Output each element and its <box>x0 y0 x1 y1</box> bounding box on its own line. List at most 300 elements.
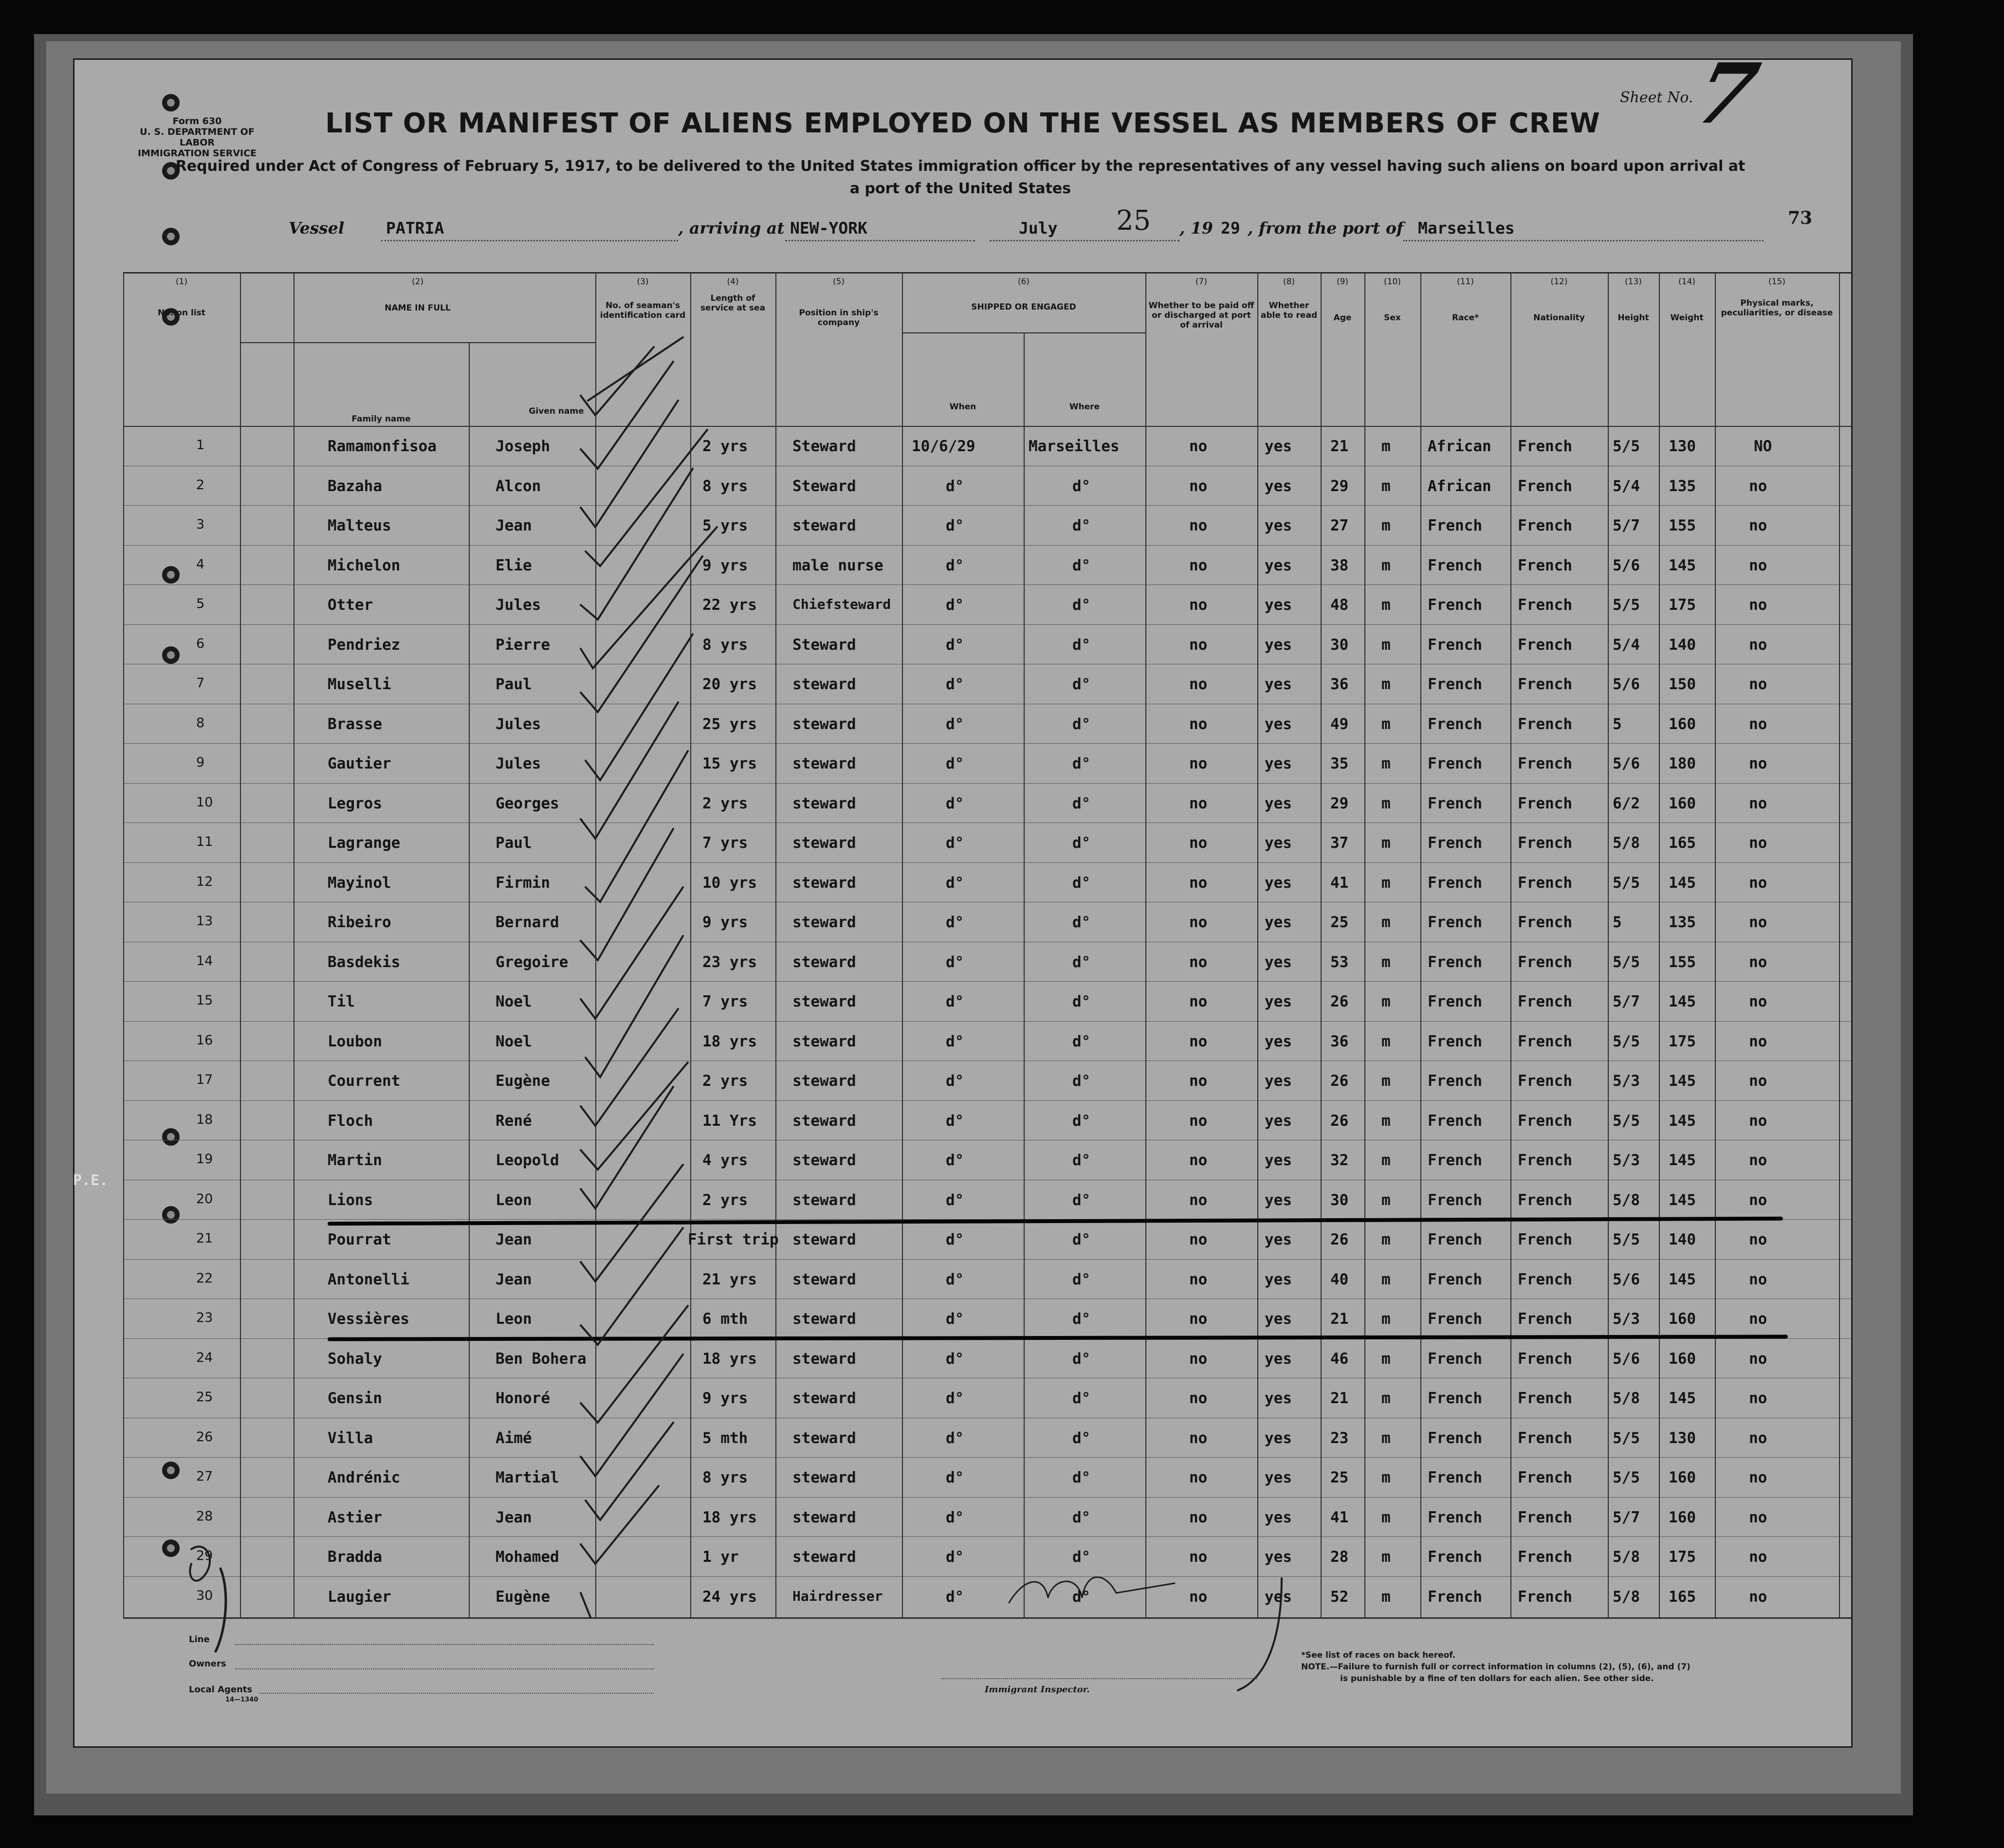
cell-nat: French <box>1518 1588 1572 1606</box>
cell-when: d° <box>946 1588 964 1606</box>
cell-given: René <box>496 1112 532 1130</box>
cell-race: African <box>1428 477 1491 495</box>
cell-no: 21 <box>196 1231 213 1246</box>
cell-read: yes <box>1265 596 1292 614</box>
cell-height: 5/7 <box>1613 993 1640 1010</box>
cell-given: Elie <box>496 556 532 574</box>
cell-weight: 160 <box>1669 1350 1696 1368</box>
cell-no: 6 <box>196 636 205 651</box>
cell-when: d° <box>946 1390 964 1407</box>
cell-paid: no <box>1189 715 1208 733</box>
cell-height: 5/3 <box>1613 1152 1640 1169</box>
cell-age: 25 <box>1330 914 1349 931</box>
cell-marks: no <box>1749 596 1767 614</box>
cell-no: 18 <box>196 1112 213 1127</box>
column-header: NAME IN FULL <box>385 303 451 313</box>
cell-family: Antonelli <box>328 1270 409 1288</box>
cell-read: yes <box>1265 834 1292 852</box>
cell-no: 29 <box>196 1548 213 1563</box>
cell-paid: no <box>1189 1429 1208 1447</box>
cell-service: 22 yrs <box>702 596 757 614</box>
cell-family: Malteus <box>328 517 391 534</box>
arriving-label: , arriving at <box>678 219 785 238</box>
cell-where: d° <box>1072 1390 1091 1407</box>
manifest-sheet <box>73 45 1853 1748</box>
cell-position: steward <box>792 1548 856 1566</box>
cell-service: 1 yr <box>702 1548 739 1566</box>
cell-paid: no <box>1189 914 1208 931</box>
cell-when: d° <box>946 1350 964 1368</box>
cell-position: steward <box>792 755 856 772</box>
cell-weight: 165 <box>1669 834 1696 852</box>
cell-race: French <box>1428 834 1482 852</box>
cell-where: d° <box>1072 1429 1091 1447</box>
cell-no: 9 <box>196 755 205 770</box>
cell-nat: French <box>1518 1152 1572 1169</box>
cell-position: steward <box>792 993 856 1010</box>
cell-when: d° <box>946 1429 964 1447</box>
cell-where: d° <box>1072 676 1091 693</box>
cell-where: d° <box>1072 1032 1091 1050</box>
cell-race: French <box>1428 794 1482 812</box>
cell-service: 8 yrs <box>702 1469 748 1486</box>
cell-no: 2 <box>196 477 205 493</box>
cell-race: French <box>1428 636 1482 654</box>
cell-sex: m <box>1381 755 1391 772</box>
year-label: , 19 <box>1179 219 1213 238</box>
cell-weight: 145 <box>1669 1152 1696 1169</box>
vessel-label: Vessel <box>289 219 345 238</box>
cell-position: Steward <box>792 438 856 455</box>
cell-read: yes <box>1265 1429 1292 1447</box>
cell-height: 5/4 <box>1613 636 1640 654</box>
when-header: When <box>949 402 976 412</box>
page-number: 73 <box>1788 208 1813 228</box>
cell-where: d° <box>1072 1191 1091 1209</box>
cell-no: 20 <box>196 1191 213 1207</box>
cell-paid: no <box>1189 556 1208 574</box>
cell-race: French <box>1428 1588 1482 1606</box>
cell-sex: m <box>1381 1231 1391 1248</box>
cell-marks: no <box>1749 1548 1767 1566</box>
cell-marks: no <box>1749 556 1767 574</box>
cell-no: 23 <box>196 1310 213 1325</box>
cell-family: Mayinol <box>328 874 391 892</box>
cell-where: d° <box>1072 715 1091 733</box>
cell-age: 30 <box>1330 1191 1349 1209</box>
cell-family: Otter <box>328 596 373 614</box>
cell-race: French <box>1428 1350 1482 1368</box>
cell-where: d° <box>1072 1231 1091 1248</box>
cell-height: 5/3 <box>1613 1072 1640 1090</box>
cell-sex: m <box>1381 1191 1391 1209</box>
cell-nat: French <box>1518 834 1572 852</box>
cell-when: d° <box>946 1469 964 1486</box>
cell-family: Bradda <box>328 1548 382 1566</box>
cell-paid: no <box>1189 1270 1208 1288</box>
cell-paid: no <box>1189 1191 1208 1209</box>
cell-race: African <box>1428 438 1491 455</box>
column-header: Position in ship's company <box>799 308 879 328</box>
cell-position: steward <box>792 1508 856 1526</box>
cell-position: steward <box>792 517 856 534</box>
cell-no: 5 <box>196 596 205 611</box>
cell-weight: 145 <box>1669 1112 1696 1130</box>
cell-marks: no <box>1749 517 1767 534</box>
cell-marks: no <box>1749 874 1767 892</box>
cell-height: 5/8 <box>1613 1548 1640 1566</box>
cell-given: Leon <box>496 1310 532 1328</box>
cell-height: 5/4 <box>1613 477 1640 495</box>
cell-when: d° <box>946 834 964 852</box>
cell-nat: French <box>1518 914 1572 931</box>
cell-race: French <box>1428 1469 1482 1486</box>
cell-family: Astier <box>328 1508 382 1526</box>
cell-read: yes <box>1265 438 1292 455</box>
cell-race: French <box>1428 1072 1482 1090</box>
cell-read: yes <box>1265 715 1292 733</box>
cell-no: 10 <box>196 794 213 810</box>
cell-read: yes <box>1265 953 1292 971</box>
cell-read: yes <box>1265 1191 1292 1209</box>
cell-race: French <box>1428 517 1482 534</box>
cell-read: yes <box>1265 1152 1292 1169</box>
cell-age: 29 <box>1330 794 1349 812</box>
given-name-header: Given name <box>529 406 584 416</box>
cell-marks: no <box>1749 953 1767 971</box>
cell-height: 5/5 <box>1613 438 1640 455</box>
cell-paid: no <box>1189 1231 1208 1248</box>
cell-when: d° <box>946 477 964 495</box>
cell-no: 24 <box>196 1350 213 1365</box>
cell-paid: no <box>1189 477 1208 495</box>
cell-read: yes <box>1265 1390 1292 1407</box>
column-number: (11) <box>1457 277 1474 287</box>
cell-given: Ben Bohera <box>496 1350 587 1368</box>
cell-given: Martial <box>496 1469 559 1486</box>
cell-family: Floch <box>328 1112 373 1130</box>
from-label: , from the port of <box>1248 219 1404 238</box>
cell-height: 5 <box>1613 715 1622 733</box>
cell-service: 7 yrs <box>702 993 748 1010</box>
cell-read: yes <box>1265 1112 1292 1130</box>
cell-service: 4 yrs <box>702 1152 748 1169</box>
cell-race: French <box>1428 874 1482 892</box>
cell-where: d° <box>1072 1310 1091 1328</box>
cell-paid: no <box>1189 794 1208 812</box>
cell-nat: French <box>1518 676 1572 693</box>
cell-service: 15 yrs <box>702 755 757 772</box>
cell-given: Jean <box>496 1270 532 1288</box>
cell-no: 11 <box>196 834 213 849</box>
cell-service: 8 yrs <box>702 636 748 654</box>
cell-where: d° <box>1072 834 1091 852</box>
cell-age: 26 <box>1330 1072 1349 1090</box>
cell-where: d° <box>1072 1469 1091 1486</box>
cell-height: 5/3 <box>1613 1310 1640 1328</box>
cell-height: 5/5 <box>1613 596 1640 614</box>
cell-age: 30 <box>1330 636 1349 654</box>
cell-sex: m <box>1381 1072 1391 1090</box>
column-number: (4) <box>727 277 739 287</box>
note-fine-2: is punishable by a fine of ten dollars for each alien. See other side. <box>1340 1674 1654 1683</box>
cell-position: Hairdresser <box>792 1588 883 1604</box>
cell-service: 2 yrs <box>702 1072 748 1090</box>
cell-age: 52 <box>1330 1588 1349 1606</box>
cell-marks: no <box>1749 914 1767 931</box>
cell-height: 5/5 <box>1613 953 1640 971</box>
cell-weight: 155 <box>1669 517 1696 534</box>
line-label: Line <box>189 1634 210 1645</box>
cell-nat: French <box>1518 556 1572 574</box>
cell-race: French <box>1428 1112 1482 1130</box>
cell-where: d° <box>1072 993 1091 1010</box>
cell-read: yes <box>1265 1072 1292 1090</box>
cell-when: d° <box>946 556 964 574</box>
cell-read: yes <box>1265 1508 1292 1526</box>
cell-where: d° <box>1072 556 1091 574</box>
column-header: Nationality <box>1533 313 1585 323</box>
cell-position: steward <box>792 953 856 971</box>
cell-given: Leon <box>496 1191 532 1209</box>
cell-age: 49 <box>1330 715 1349 733</box>
column-number: (10) <box>1384 277 1401 287</box>
cell-weight: 145 <box>1669 874 1696 892</box>
cell-marks: no <box>1749 794 1767 812</box>
cell-family: Sohaly <box>328 1350 382 1368</box>
cell-race: French <box>1428 1429 1482 1447</box>
cell-where: d° <box>1072 953 1091 971</box>
cell-height: 5/8 <box>1613 1191 1640 1209</box>
cell-service: 21 yrs <box>702 1270 757 1288</box>
cell-nat: French <box>1518 1231 1572 1248</box>
cell-sex: m <box>1381 438 1391 455</box>
cell-marks: no <box>1749 1390 1767 1407</box>
cell-paid: no <box>1189 834 1208 852</box>
cell-given: Joseph <box>496 438 550 455</box>
cell-where: d° <box>1072 636 1091 654</box>
cell-height: 5/5 <box>1613 874 1640 892</box>
cell-read: yes <box>1265 794 1292 812</box>
cell-weight: 135 <box>1669 477 1696 495</box>
column-number: (15) <box>1768 277 1785 287</box>
cell-height: 5/5 <box>1613 1032 1640 1050</box>
cell-given: Paul <box>496 834 532 852</box>
cell-given: Honoré <box>496 1390 550 1407</box>
check-marks <box>74 60 1851 1746</box>
cell-position: steward <box>792 676 856 693</box>
cell-race: French <box>1428 914 1482 931</box>
cell-where: d° <box>1072 1508 1091 1526</box>
column-number: (3) <box>637 277 649 287</box>
cell-age: 36 <box>1330 1032 1349 1050</box>
cell-family: Pourrat <box>328 1231 391 1248</box>
cell-given: Jules <box>496 715 541 733</box>
cell-when: d° <box>946 1191 964 1209</box>
cell-read: yes <box>1265 517 1292 534</box>
cell-paid: no <box>1189 517 1208 534</box>
cell-paid: no <box>1189 1032 1208 1050</box>
cell-family: Courrent <box>328 1072 401 1090</box>
cell-sex: m <box>1381 477 1391 495</box>
cell-race: French <box>1428 1152 1482 1169</box>
cell-race: French <box>1428 1310 1482 1328</box>
cell-age: 36 <box>1330 676 1349 693</box>
cell-where: d° <box>1072 1152 1091 1169</box>
cell-age: 21 <box>1330 1390 1349 1407</box>
cell-height: 5/6 <box>1613 1350 1640 1368</box>
cell-marks: no <box>1749 1191 1767 1209</box>
cell-when: d° <box>946 794 964 812</box>
cell-sex: m <box>1381 1152 1391 1169</box>
cell-position: steward <box>792 1350 856 1368</box>
cell-marks: no <box>1749 993 1767 1010</box>
cell-age: 46 <box>1330 1350 1349 1368</box>
departure-port: Marseilles <box>1418 219 1515 238</box>
cell-given: Jules <box>496 596 541 614</box>
cell-given: Pierre <box>496 636 550 654</box>
column-number: (9) <box>1336 277 1349 287</box>
cell-family: Bazaha <box>328 477 382 495</box>
cell-position: steward <box>792 874 856 892</box>
cell-read: yes <box>1265 1231 1292 1248</box>
cell-marks: no <box>1749 1270 1767 1288</box>
cell-position: steward <box>792 1112 856 1130</box>
cell-sex: m <box>1381 596 1391 614</box>
cell-when: d° <box>946 755 964 772</box>
cell-family: Martin <box>328 1152 382 1169</box>
cell-paid: no <box>1189 1390 1208 1407</box>
cell-nat: French <box>1518 596 1572 614</box>
cell-position: steward <box>792 794 856 812</box>
cell-nat: French <box>1518 1390 1572 1407</box>
cell-service: 23 yrs <box>702 953 757 971</box>
cell-marks: no <box>1749 834 1767 852</box>
cell-paid: no <box>1189 1072 1208 1090</box>
cell-race: French <box>1428 1508 1482 1526</box>
cell-where: Marseilles <box>1029 438 1120 455</box>
cell-sex: m <box>1381 914 1391 931</box>
cell-race: French <box>1428 993 1482 1010</box>
cell-paid: no <box>1189 636 1208 654</box>
cell-age: 23 <box>1330 1429 1349 1447</box>
cell-position: steward <box>792 1469 856 1486</box>
cell-race: French <box>1428 953 1482 971</box>
cell-given: Mohamed <box>496 1548 559 1566</box>
cell-sex: m <box>1381 834 1391 852</box>
cell-race: French <box>1428 755 1482 772</box>
cell-height: 5/5 <box>1613 1112 1640 1130</box>
cell-weight: 160 <box>1669 794 1696 812</box>
cell-service: 2 yrs <box>702 794 748 812</box>
cell-no: 25 <box>196 1390 213 1405</box>
column-number: (7) <box>1195 277 1208 287</box>
cell-where: d° <box>1072 1588 1091 1606</box>
cell-when: d° <box>946 1032 964 1050</box>
cell-position: steward <box>792 715 856 733</box>
arrival-year: 29 <box>1221 219 1240 238</box>
cell-age: 21 <box>1330 1310 1349 1328</box>
cell-age: 40 <box>1330 1270 1349 1288</box>
cell-service: 8 yrs <box>702 477 748 495</box>
cell-height: 5/7 <box>1613 1508 1640 1526</box>
cell-sex: m <box>1381 874 1391 892</box>
cell-marks: no <box>1749 1112 1767 1130</box>
agents-label: Local Agents <box>189 1684 253 1695</box>
cell-weight: 165 <box>1669 1588 1696 1606</box>
column-number: (8) <box>1283 277 1295 287</box>
cell-weight: 145 <box>1669 993 1696 1010</box>
cell-position: Steward <box>792 477 856 495</box>
cell-race: French <box>1428 1270 1482 1288</box>
cell-height: 5/5 <box>1613 1469 1640 1486</box>
cell-marks: no <box>1749 636 1767 654</box>
cell-read: yes <box>1265 993 1292 1010</box>
cell-sex: m <box>1381 1032 1391 1050</box>
cell-nat: French <box>1518 874 1572 892</box>
cell-read: yes <box>1265 676 1292 693</box>
cell-family: Basdekis <box>328 953 401 971</box>
sheet-number: 7 <box>1686 45 1768 143</box>
cell-sex: m <box>1381 1469 1391 1486</box>
cell-nat: French <box>1518 517 1572 534</box>
cell-when: d° <box>946 914 964 931</box>
cell-read: yes <box>1265 556 1292 574</box>
cell-nat: French <box>1518 1270 1572 1288</box>
where-header: Where <box>1069 402 1100 412</box>
cell-read: yes <box>1265 1548 1292 1566</box>
cell-position: steward <box>792 1231 856 1248</box>
cell-sex: m <box>1381 676 1391 693</box>
cell-height: 5 <box>1613 914 1622 931</box>
cell-height: 5/8 <box>1613 834 1640 852</box>
cell-weight: 145 <box>1669 556 1696 574</box>
cell-when: 10/6/29 <box>912 438 975 455</box>
department: U. S. DEPARTMENT OF LABOR <box>140 127 255 148</box>
cell-marks: no <box>1749 1152 1767 1169</box>
cell-no: 4 <box>196 556 205 572</box>
cell-service: 7 yrs <box>702 834 748 852</box>
cell-weight: 160 <box>1669 1508 1696 1526</box>
cell-family: Muselli <box>328 676 391 693</box>
cell-paid: no <box>1189 1152 1208 1169</box>
cell-given: Alcon <box>496 477 541 495</box>
cell-position: male nurse <box>792 556 883 574</box>
cell-age: 32 <box>1330 1152 1349 1169</box>
cell-position: steward <box>792 1429 856 1447</box>
cell-paid: no <box>1189 755 1208 772</box>
cell-service: First trip <box>688 1231 779 1248</box>
cell-height: 5/6 <box>1613 1270 1640 1288</box>
cell-age: 26 <box>1330 1231 1349 1248</box>
cell-family: Michelon <box>328 556 401 574</box>
cell-nat: French <box>1518 636 1572 654</box>
cell-race: French <box>1428 715 1482 733</box>
cell-weight: 155 <box>1669 953 1696 971</box>
cell-paid: no <box>1189 1310 1208 1328</box>
column-number: (2) <box>411 277 424 287</box>
cell-service: 2 yrs <box>702 438 748 455</box>
cell-service: 11 Yrs <box>702 1112 757 1130</box>
cell-position: Steward <box>792 636 856 654</box>
cell-family: Andrénic <box>328 1469 401 1486</box>
cell-given: Paul <box>496 676 532 693</box>
cell-family: Pendriez <box>328 636 401 654</box>
cell-given: Leopold <box>496 1152 559 1169</box>
cell-when: d° <box>946 953 964 971</box>
cell-height: 5/5 <box>1613 1231 1640 1248</box>
cell-service: 6 mth <box>702 1310 748 1328</box>
